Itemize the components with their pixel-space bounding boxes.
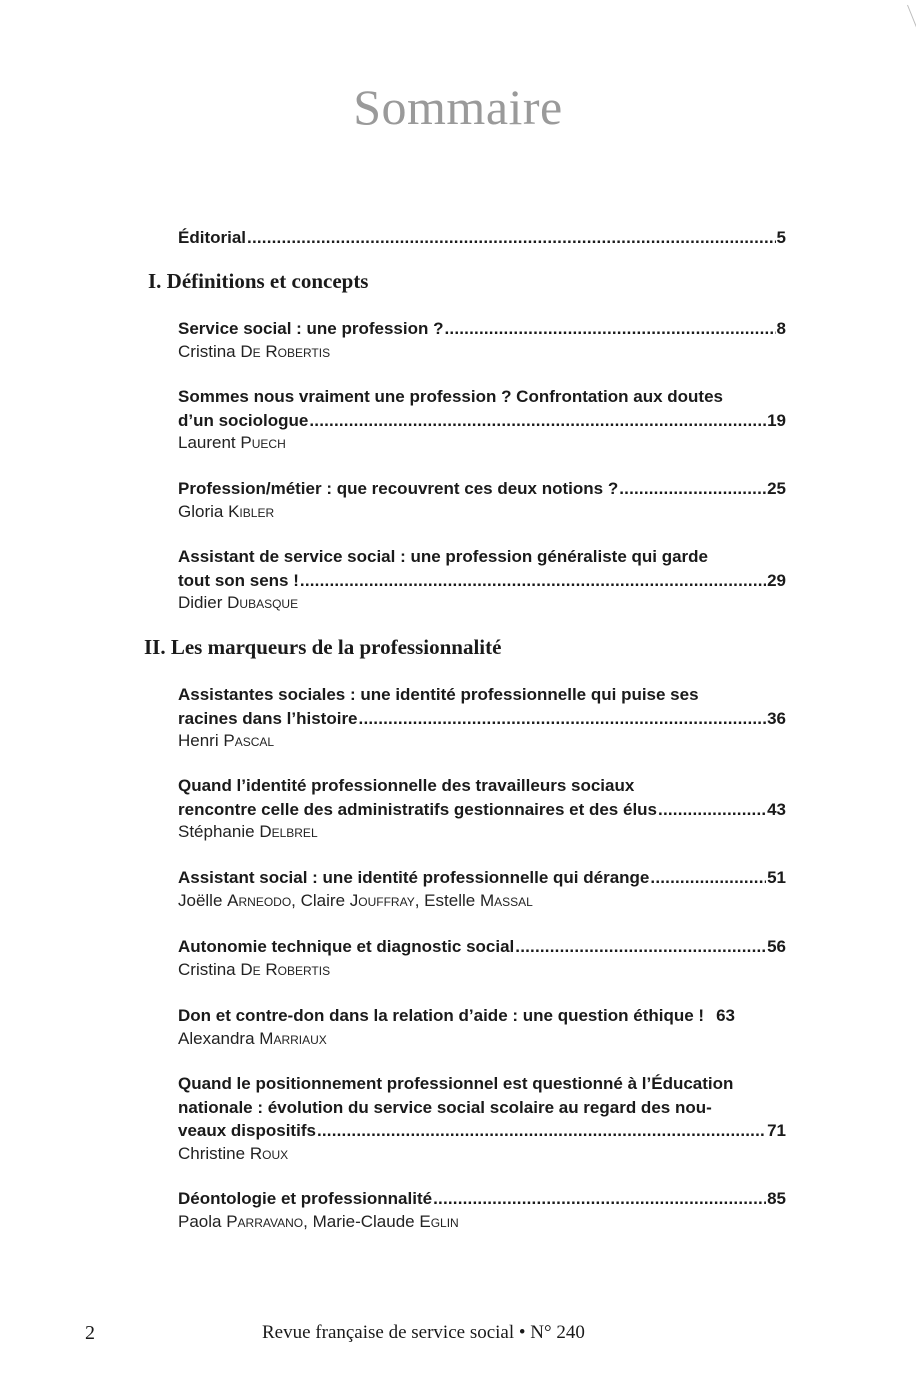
footer-page-number: 2 bbox=[85, 1322, 95, 1344]
entry-title: Assistant de service social : une profession généraliste qui garde bbox=[178, 547, 709, 566]
page-number: 5 bbox=[776, 228, 786, 247]
page-title: Sommaire bbox=[353, 79, 563, 135]
entry-authors: Stéphanie Delbrel bbox=[178, 822, 318, 841]
entry-title: Assistantes sociales : une identité professionnelle qui puise ses bbox=[178, 685, 699, 704]
toc-entry[interactable] bbox=[178, 477, 786, 523]
page-number: 85 bbox=[767, 1189, 786, 1208]
toc-entry[interactable] bbox=[178, 1072, 786, 1165]
page-number: 43 bbox=[767, 799, 786, 819]
entry-authors: Alexandra Marriaux bbox=[178, 1028, 327, 1048]
page-number: 71 bbox=[767, 1121, 786, 1140]
entry-authors: Laurent Puech bbox=[178, 433, 286, 452]
entry-title: Service social : une profession ? bbox=[178, 319, 444, 338]
dot-leader bbox=[619, 477, 766, 501]
dot-leader bbox=[433, 1187, 766, 1211]
page-number: 19 bbox=[767, 410, 786, 430]
page-number: 51 bbox=[767, 868, 786, 887]
toc-entry[interactable] bbox=[178, 774, 786, 843]
entry-title: rencontre celle des administratifs gestionnaires et des élus bbox=[178, 799, 658, 819]
toc-entry[interactable] bbox=[178, 683, 786, 752]
dot-leader bbox=[300, 569, 766, 593]
entry-authors: Joëlle Arneodo, Claire Jouffray, Estelle Massal bbox=[178, 890, 533, 910]
entry-authors: Henri Pascal bbox=[178, 731, 275, 750]
toc-entry[interactable] bbox=[178, 1187, 786, 1233]
entry-title: Profession/métier : que recouvrent ces deux notions ? bbox=[178, 479, 619, 498]
entry-title: Déontologie et professionnalité bbox=[178, 1189, 433, 1208]
page-number: 25 bbox=[767, 479, 786, 498]
entry-title: nationale : évolution du service social scolaire au regard des nou- bbox=[178, 1097, 712, 1117]
entry-authors: Didier Dubasque bbox=[178, 593, 299, 612]
entry-title: Éditorial bbox=[178, 228, 247, 247]
entry-title: Don et contre-don dans la relation d’aide : une question éthique ! bbox=[178, 1006, 705, 1025]
toc-entry-editorial[interactable] bbox=[178, 226, 786, 250]
toc-entry[interactable] bbox=[178, 935, 786, 981]
entry-title: Autonomie technique et diagnostic social bbox=[178, 937, 515, 956]
dot-leader bbox=[650, 866, 766, 890]
toc-entry[interactable] bbox=[178, 866, 786, 912]
entry-authors: Christine Roux bbox=[178, 1143, 289, 1163]
footer-journal-title: Revue française de service social • N° 240 bbox=[262, 1322, 585, 1343]
dot-leader bbox=[658, 798, 766, 822]
dot-leader bbox=[247, 226, 776, 250]
page-number: 8 bbox=[776, 319, 786, 338]
toc-entry[interactable] bbox=[178, 1004, 786, 1050]
page-number: 63 bbox=[716, 1006, 736, 1025]
entry-authors: Gloria Kibler bbox=[178, 501, 275, 521]
entry-title: Quand le positionnement professionnel est questionné à l’Éducation bbox=[178, 1074, 734, 1093]
dot-leader bbox=[515, 935, 766, 959]
toc-entry[interactable] bbox=[178, 317, 786, 363]
entry-title: Assistant social : une identité professionnelle qui dérange bbox=[178, 868, 650, 887]
entry-title: Sommes nous vraiment une profession ? Confrontation aux doutes bbox=[178, 387, 724, 406]
dot-leader bbox=[444, 317, 775, 341]
entry-title: racines dans l’histoire bbox=[178, 708, 358, 728]
page-number: 29 bbox=[767, 570, 786, 590]
entry-authors: Paola Parravano, Marie-Claude Eglin bbox=[178, 1211, 459, 1231]
entry-title: veaux dispositifs bbox=[178, 1121, 316, 1140]
entry-title: d’un sociologue bbox=[178, 410, 309, 430]
entry-authors: Cristina De Robertis bbox=[178, 959, 331, 979]
scan-artifact bbox=[907, 5, 916, 50]
toc-entry[interactable] bbox=[178, 545, 786, 614]
entry-authors: Cristina De Robertis bbox=[178, 341, 331, 361]
entry-title: Quand l’identité professionnelle des travailleurs sociaux bbox=[178, 776, 635, 795]
dot-leader bbox=[309, 409, 766, 433]
dot-leader bbox=[317, 1119, 766, 1143]
page-number: 56 bbox=[767, 937, 786, 956]
toc-entry[interactable] bbox=[178, 385, 786, 454]
entry-title: tout son sens ! bbox=[178, 570, 299, 590]
dot-leader bbox=[359, 707, 767, 731]
page-number: 36 bbox=[767, 708, 786, 728]
section-heading-1: I. Définitions et concepts bbox=[148, 269, 369, 293]
section-heading-2: II. Les marqueurs de la professionnalité bbox=[144, 635, 502, 659]
